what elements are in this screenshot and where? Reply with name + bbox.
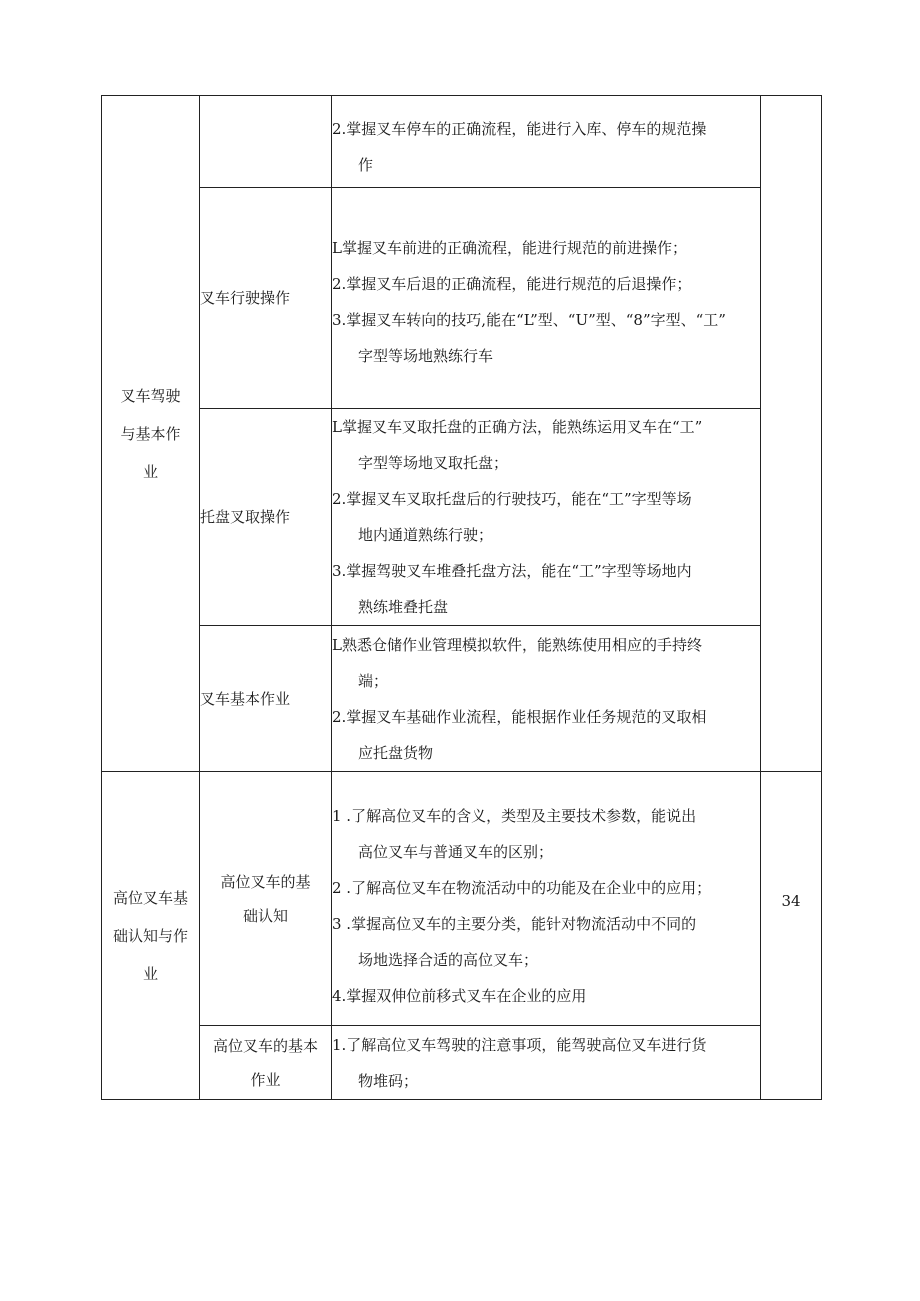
goal-line: 2 .了解高位叉车在物流活动中的功能及在企业中的应用； (332, 878, 712, 897)
goal-line: 3.掌握驾驶叉车堆叠托盘方法，能在“工”字型等场地内 (332, 562, 692, 580)
goal-line: 1.了解高位叉车驾驶的注意事项，能驾驶高位叉车进行货 (332, 1035, 707, 1054)
unit-cell: 叉车基本作业 (200, 626, 332, 772)
table-row (102, 96, 822, 188)
unit-cell: 高位叉车的基 础认知 (200, 772, 332, 1026)
unit-cell: 叉车行驶操作 (200, 188, 332, 409)
goal-line: 字型等场地叉取托盘； (358, 454, 509, 472)
hours-cell (761, 96, 822, 772)
goal-line: 2.掌握叉车叉取托盘后的行驶技巧，能在“工”字型等场 (332, 490, 692, 508)
goal-line: 3.掌握叉车转向的技巧,能在“L”型、“U”型、“8”字型、“工” (332, 311, 726, 329)
goal-line: L掌握叉车前进的正确流程，能进行规范的前进操作； (332, 239, 687, 257)
goals-cell (332, 96, 761, 188)
goal-line: 3 .掌握高位叉车的主要分类，能针对物流活动中不同的 (332, 914, 697, 933)
curriculum-table (101, 95, 822, 1100)
goal-line: 端； (358, 671, 389, 690)
goal-line: L熟悉仓储作业管理模拟软件，能熟练使用相应的手持终 (332, 635, 702, 654)
module-cell: 高位叉车基 础认知与作 业 (102, 772, 200, 1100)
goals-cell (332, 409, 761, 626)
unit-cell (200, 96, 332, 188)
goals-cell (332, 772, 761, 1026)
goal-line: 应托盘货物 (358, 743, 434, 762)
module-cell: 叉车驾驶 与基本作 业 (102, 96, 200, 772)
table-row (102, 409, 822, 626)
goal-line: 场地选择合适的高位叉车； (358, 950, 539, 969)
goal-line: L掌握叉车叉取托盘的正确方法，能熟练运用叉车在“工” (332, 418, 703, 436)
unit-cell: 托盘叉取操作 (200, 409, 332, 626)
goal-line: 地内通道熟练行驶； (358, 526, 494, 544)
table-row (102, 188, 822, 409)
goal-line: 2.掌握叉车基础作业流程，能根据作业任务规范的叉取相 (332, 707, 707, 726)
goals-cell (332, 1026, 761, 1100)
goals-cell (332, 188, 761, 409)
goal-line: 字型等场地熟练行车 (358, 347, 494, 365)
goal-line: 2.掌握叉车后退的正确流程，能进行规范的后退操作； (332, 275, 692, 293)
goal-line: 4.掌握双伸位前移式叉车在企业的应用 (332, 986, 587, 1005)
goal-line: 物堆码； (358, 1071, 419, 1090)
hours-cell: 34 (761, 772, 822, 1100)
table-row (102, 1026, 822, 1100)
goal-line: 作 (358, 155, 374, 174)
goal-line: 熟练堆叠托盘 (358, 598, 449, 616)
table-row (102, 772, 822, 1026)
unit-cell: 高位叉车的基本 作业 (200, 1026, 332, 1100)
goals-cell (332, 626, 761, 772)
table-row (102, 626, 822, 772)
goal-line: 1 .了解高位叉车的含义，类型及主要技术参数，能说出 (332, 806, 697, 825)
goal-line: 2.掌握叉车停车的正确流程，能进行入库、停车的规范操 (332, 119, 707, 138)
goal-line: 高位叉车与普通叉车的区别； (358, 842, 554, 861)
